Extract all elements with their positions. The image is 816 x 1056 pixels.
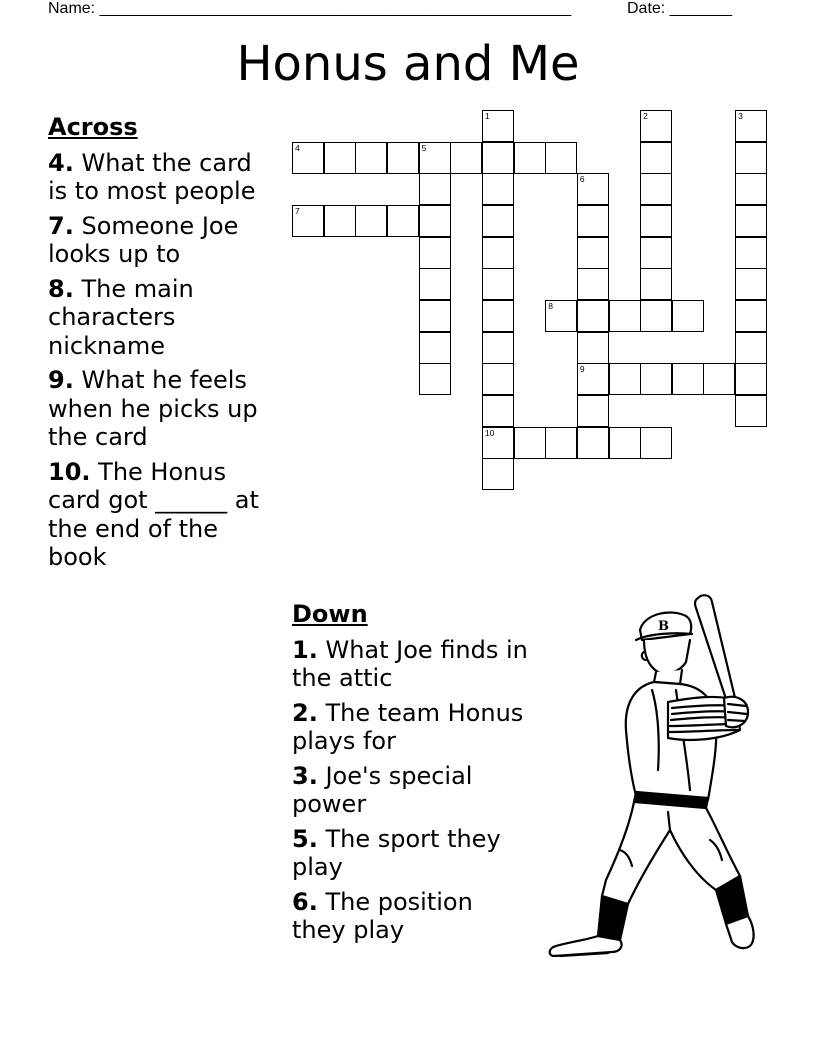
grid-cell[interactable]: [577, 427, 609, 459]
grid-cell[interactable]: [514, 142, 546, 174]
grid-cell[interactable]: [672, 300, 704, 332]
grid-cell[interactable]: [577, 332, 609, 364]
grid-cell[interactable]: [419, 142, 451, 174]
svg-text:B: B: [658, 619, 669, 634]
grid-cell[interactable]: [703, 363, 735, 395]
grid-cell[interactable]: [482, 173, 514, 205]
grid-cell[interactable]: [640, 110, 672, 142]
grid-cell[interactable]: [609, 427, 641, 459]
clue-number: 1.: [292, 635, 318, 664]
grid-cell[interactable]: [482, 395, 514, 427]
grid-cell[interactable]: [577, 173, 609, 205]
grid-cell[interactable]: [292, 205, 324, 237]
cell-number: 5: [421, 142, 427, 153]
grid-cell[interactable]: [482, 427, 514, 459]
grid-cell[interactable]: [292, 142, 324, 174]
grid-cell[interactable]: [324, 205, 356, 237]
grid-cell[interactable]: [545, 300, 577, 332]
grid-cell[interactable]: [640, 427, 672, 459]
clue-text: The position they play: [292, 887, 473, 944]
clue-number: 8.: [48, 274, 74, 303]
grid-cell[interactable]: [640, 268, 672, 300]
cell-number: 2: [643, 111, 648, 121]
clue-number: 2.: [292, 698, 318, 727]
cell-number: 1: [484, 111, 490, 121]
grid-cell[interactable]: [640, 173, 672, 205]
clue-text: Joe's special power: [292, 761, 473, 818]
grid-cell[interactable]: [609, 300, 641, 332]
grid-cell[interactable]: [419, 332, 451, 364]
grid-cell[interactable]: [735, 205, 767, 237]
clue-text: What the card is to most people: [48, 148, 256, 205]
cell-number: 4: [295, 142, 300, 153]
grid-cell[interactable]: [482, 458, 514, 490]
grid-cell[interactable]: [355, 205, 387, 237]
grid-cell[interactable]: [355, 142, 387, 174]
down-clues: [292, 600, 532, 951]
grid-cell[interactable]: [419, 268, 451, 300]
puzzle-title: Honus and Me: [236, 36, 580, 92]
grid-cell[interactable]: [450, 142, 482, 174]
cell-number: 3: [738, 111, 743, 121]
down-clue: [292, 762, 532, 819]
grid-cell[interactable]: [735, 237, 767, 269]
grid-cell[interactable]: [387, 205, 419, 237]
down-clue: [292, 888, 532, 945]
across-heading: Across: [48, 113, 138, 141]
cell-number: 9: [579, 364, 585, 375]
grid-cell[interactable]: [419, 205, 451, 237]
grid-cell[interactable]: [514, 427, 546, 459]
grid-cell[interactable]: [482, 237, 514, 269]
grid-cell[interactable]: [577, 237, 609, 269]
grid-cell[interactable]: [577, 268, 609, 300]
grid-cell[interactable]: [577, 363, 609, 395]
clue-number: 10.: [48, 457, 91, 486]
grid-cell[interactable]: [577, 300, 609, 332]
grid-cell[interactable]: [577, 205, 609, 237]
clue-text: The Honus card got ______ at the end of the book: [48, 457, 259, 571]
cell-number: 10: [484, 427, 495, 438]
clue-number: 4.: [48, 148, 74, 177]
baseball-batter-icon: [540, 590, 770, 965]
clue-text: What Joe finds in the attic: [292, 635, 528, 692]
grid-cell[interactable]: [735, 173, 767, 205]
grid-cell[interactable]: [482, 268, 514, 300]
clue-number: 7.: [48, 211, 74, 240]
grid-cell[interactable]: [482, 205, 514, 237]
grid-cell[interactable]: [545, 142, 577, 174]
clue-number: 5.: [292, 824, 318, 853]
grid-cell[interactable]: [482, 300, 514, 332]
down-heading: Down: [292, 600, 368, 628]
grid-cell[interactable]: [640, 142, 672, 174]
cell-number: 6: [579, 174, 585, 185]
clue-text: The team Honus plays for: [292, 698, 524, 755]
grid-cell[interactable]: [324, 142, 356, 174]
grid-cell[interactable]: [735, 300, 767, 332]
clue-text: Someone Joe looks up to: [48, 211, 239, 268]
grid-cell[interactable]: [482, 110, 514, 142]
clue-number: 3.: [292, 761, 318, 790]
down-clue: [292, 699, 532, 756]
date-line: Date: _______: [627, 0, 732, 17]
grid-cell[interactable]: [735, 363, 767, 395]
grid-cell[interactable]: [735, 332, 767, 364]
grid-cell[interactable]: [419, 237, 451, 269]
grid-cell[interactable]: [672, 363, 704, 395]
grid-cell[interactable]: [735, 268, 767, 300]
clue-number: 6.: [292, 887, 318, 916]
cell-number: 7: [295, 205, 300, 216]
clue-text: The main characters nickname: [48, 274, 194, 360]
grid-cell[interactable]: [482, 142, 514, 174]
grid-cell[interactable]: [640, 205, 672, 237]
grid-cell[interactable]: [640, 237, 672, 269]
grid-cell[interactable]: [419, 300, 451, 332]
grid-cell[interactable]: [482, 332, 514, 364]
grid-cell[interactable]: [609, 363, 641, 395]
grid-cell[interactable]: [735, 395, 767, 427]
grid-cell[interactable]: [419, 173, 451, 205]
grid-cell[interactable]: [482, 363, 514, 395]
grid-cell[interactable]: [735, 142, 767, 174]
down-clue: [292, 825, 532, 882]
grid-cell[interactable]: [419, 363, 451, 395]
grid-cell[interactable]: [735, 110, 767, 142]
cell-number: 8: [548, 300, 553, 311]
grid-cell[interactable]: [545, 427, 577, 459]
name-line: Name: _____________________________________________________: [48, 0, 572, 17]
clue-number: 9.: [48, 366, 74, 394]
grid-cell[interactable]: [577, 395, 609, 427]
grid-cell[interactable]: [387, 142, 419, 174]
grid-cell[interactable]: [640, 300, 672, 332]
grid-cell[interactable]: [640, 363, 672, 395]
clue-text: What he feels when he picks up the card: [48, 366, 258, 451]
down-clue: [292, 636, 532, 693]
clue-text: The sport they play: [292, 824, 501, 881]
